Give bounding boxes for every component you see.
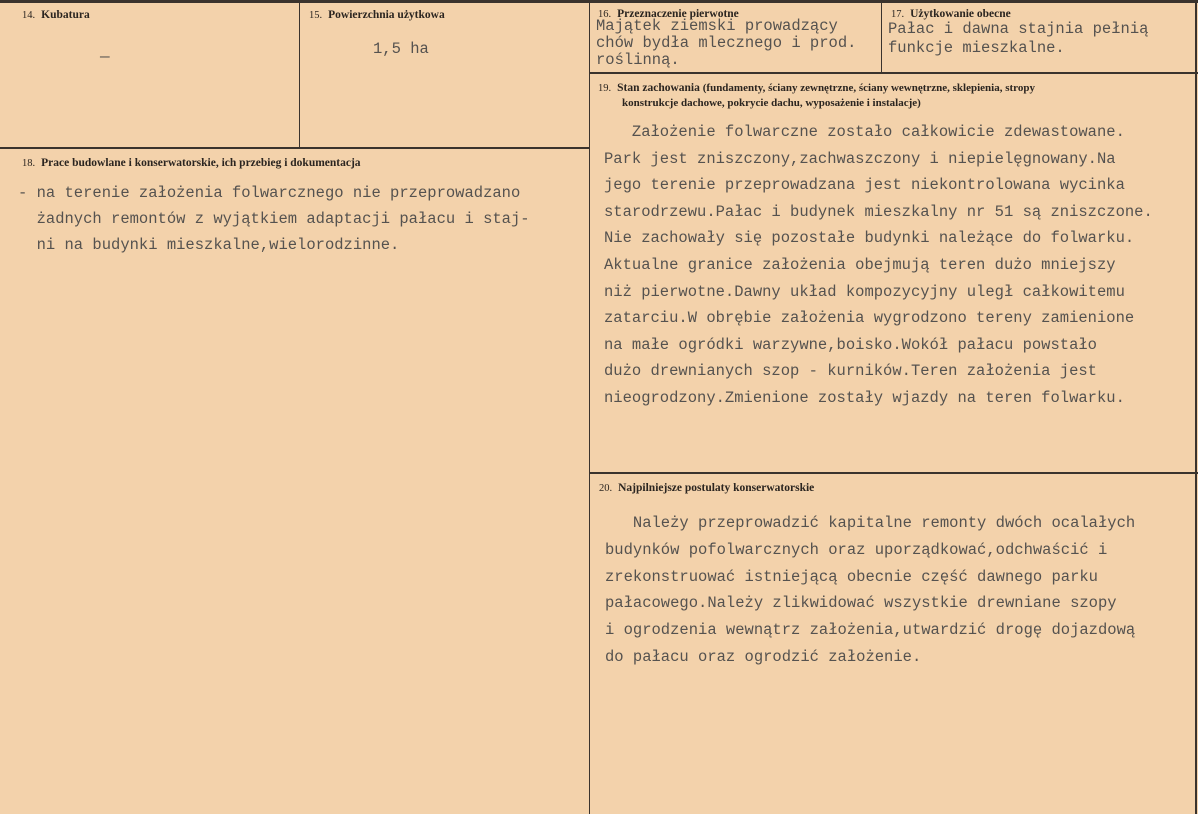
text-line: Należy przeprowadzić kapitalne remonty dwóch ocalałych [605, 514, 1136, 532]
field-15-value: 1,5 ha [373, 40, 429, 58]
field-18-text [18, 180, 530, 258]
right-border [1195, 2, 1197, 814]
text-line: jego terenie przeprowadzana jest niekontrolowana wycinka [604, 176, 1125, 195]
field-14-header [22, 8, 90, 23]
field-19-subtitle-2: konstrukcje dachowe, pokrycie dachu, wyposażenie i instalacje) [622, 97, 921, 109]
text-line: budynków pofolwarcznych oraz uporządkować,odchwaścić i [605, 540, 1108, 559]
text-line: dużo drewnianych szop - kurników.Teren założenia jest [604, 362, 1097, 381]
text-line: Majątek ziemski prowadzący [596, 17, 838, 35]
text-line: ni na budynki mieszkalne,wielorodzinne. [18, 236, 400, 254]
field-15-number: 15. [309, 10, 323, 21]
field-14-title: Kubatura [41, 9, 90, 21]
field-16-number: 16. [598, 9, 612, 20]
field-20-header [599, 481, 814, 496]
text-line: starodrzewu.Pałac i budynek mieszkalny nr 51 są zniszczone. [604, 202, 1153, 221]
text-line: Założenie folwarczne zostało całkowicie zdewastowane. [604, 123, 1125, 141]
text-line: roślinną. [596, 51, 680, 69]
divider-15-16 [589, 2, 590, 814]
field-15-title: Powierzchnia użytkowa [328, 9, 445, 21]
text-line: żadnych remontów z wyjątkiem adaptacji pałacu i staj- [18, 210, 530, 228]
text-line: zatarciu.W obrębie założenia wygrodzono tereny zamienione [604, 309, 1135, 328]
field-17-number: 17. [891, 9, 905, 20]
field-19-number: 19. [598, 83, 612, 94]
text-line: Pałac i dawna stajnia pełnią [888, 20, 1149, 38]
text-line: na małe ogródki warzywne,boisko.Wokół pałacu powstało [604, 335, 1097, 354]
field-19-header [598, 81, 1035, 110]
text-line: niż pierwotne.Dawny układ kompozycyjny uległ całkowitemu [604, 282, 1125, 301]
rule-under-19 [589, 472, 1198, 474]
field-15-header [309, 8, 445, 23]
field-16-text [596, 18, 856, 69]
field-17-text [888, 20, 1148, 58]
text-line: chów bydła mlecznego i prod. [596, 34, 857, 52]
text-line: do pałacu oraz ogrodzić założenie. [605, 647, 922, 666]
divider-16-17 [881, 2, 882, 72]
field-18-title: Prace budowlane i konserwatorskie, ich przebieg i dokumentacja [41, 157, 361, 169]
field-18-number: 18. [22, 158, 36, 169]
text-line: - na terenie założenia folwarcznego nie przeprowadzano [18, 184, 521, 202]
field-17-title: Użytkowanie obecne [910, 8, 1011, 20]
field-14-value: — [100, 48, 110, 66]
field-18-header [22, 156, 361, 171]
field-20-title: Najpilniejsze postulaty konserwatorskie [618, 482, 815, 494]
text-line: pałacowego.Należy zlikwidować wszystkie drewniane szopy [605, 594, 1117, 613]
divider-14-15 [299, 2, 300, 148]
text-line: funkcje mieszkalne. [888, 39, 1065, 57]
text-line: nieogrodzony.Zmienione zostały wjazdy na teren folwarku. [604, 388, 1125, 407]
text-line: Nie zachowały się pozostałe budynki należące do folwarku. [604, 229, 1135, 248]
rule-under-14-15 [0, 147, 590, 149]
field-19-subtitle: (fundamenty, ściany zewnętrzne, ściany wewnętrzne, sklepienia, stropy [702, 82, 1035, 94]
text-line: Aktualne granice założenia obejmują teren dużo mniejszy [604, 255, 1116, 274]
text-line: zrekonstruować istniejącą obecnie część dawnego parku [605, 567, 1098, 586]
field-20-text [605, 510, 1135, 671]
text-line: i ogrodzenia wewnątrz założenia,utwardzić drogę dojazdową [605, 621, 1136, 640]
field-16-title: Przeznaczenie pierwotne [617, 8, 739, 20]
rule-under-16-17 [589, 72, 1198, 74]
field-19-text [604, 119, 1153, 412]
field-19-title: Stan zachowania [617, 82, 700, 94]
text-line: Park jest zniszczony,zachwaszczony i niepielęgnowany.Na [604, 149, 1116, 168]
row1-bottom-rule [0, 2, 1198, 3]
field-14-number: 14. [22, 10, 36, 21]
field-20-number: 20. [599, 483, 613, 494]
